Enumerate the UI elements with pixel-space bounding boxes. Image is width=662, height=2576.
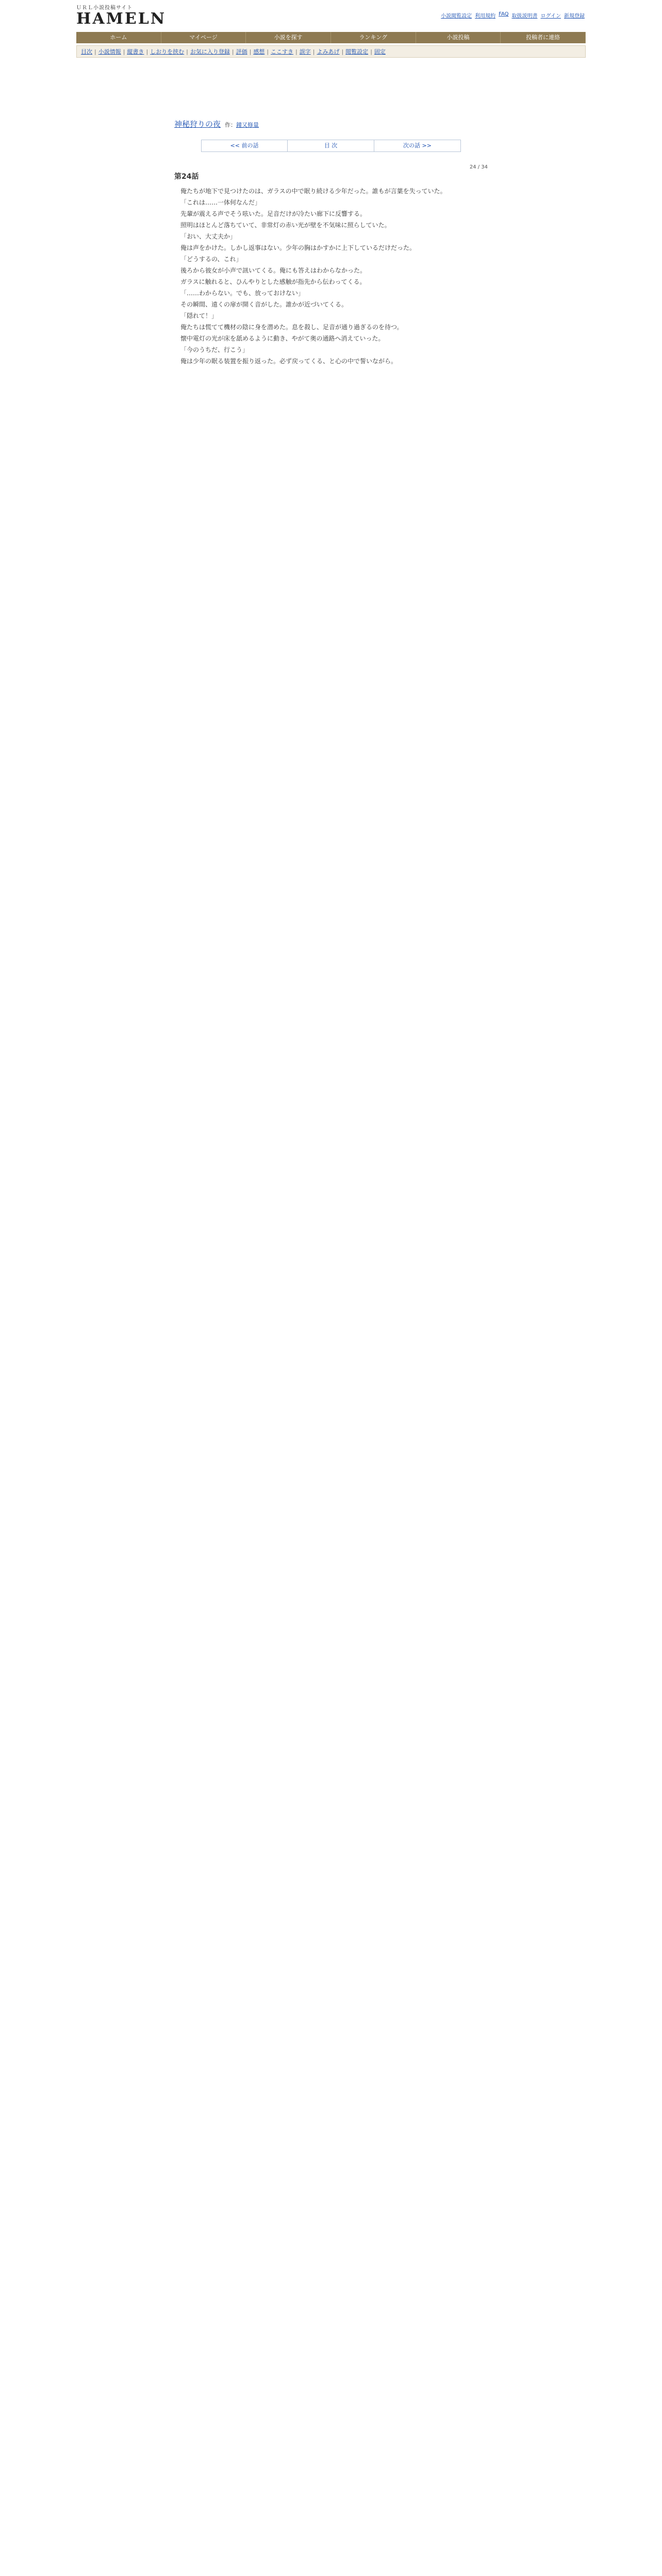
nav-item-contact[interactable]: 投稿者に連絡 (501, 32, 586, 43)
novel-subnav (76, 45, 586, 58)
prev-chapter-link[interactable]: << 前の話 (201, 140, 288, 152)
paragraph: 「おい、大丈夫か」 (180, 233, 237, 240)
separator: | (146, 48, 148, 55)
subnav-link[interactable]: 縦書き (127, 48, 144, 55)
paragraph: 「……わからない。でも、放っておけない」 (180, 290, 305, 297)
separator: | (295, 48, 297, 55)
subnav-link[interactable]: 誤字 (299, 48, 311, 55)
author-label: 作： (225, 122, 237, 128)
author-link[interactable]: 鐘又修量 (236, 122, 259, 128)
separator: | (370, 48, 372, 55)
toplink[interactable]: 小説閲覧設定 (441, 13, 472, 19)
separator: | (312, 48, 315, 55)
main-nav (76, 32, 586, 43)
nav-item-post[interactable]: 小説投稿 (416, 32, 501, 43)
subnav-link[interactable]: 感想 (253, 48, 265, 55)
paragraph: 「隠れて！」 (180, 312, 218, 319)
subnav-link[interactable]: よみあげ (317, 48, 340, 55)
paragraph: その瞬間、遠くの扉が開く音がした。誰かが近づいてくる。 (180, 301, 348, 308)
separator: | (341, 48, 344, 55)
main-content (174, 118, 488, 2576)
subnav-link[interactable]: ここすき (271, 48, 294, 55)
logo-tagline: ＵＲＬ小説投稿サイト (76, 5, 133, 11)
top-links (441, 11, 585, 19)
separator: | (231, 48, 234, 55)
subnav-link[interactable]: 小説情報 (98, 48, 121, 55)
subnav-link[interactable]: しおりを挟む (150, 48, 185, 55)
subnav-link[interactable]: 目次 (81, 48, 92, 55)
nav-item-home[interactable]: ホーム (76, 32, 161, 43)
toplink[interactable]: FAQ (499, 11, 509, 17)
nav-item-mypage[interactable]: マイページ (161, 32, 246, 43)
paragraph: 俺は少年の眠る装置を振り返った。必ず戻ってくる、と心の中で誓いながら。 (180, 358, 398, 365)
chapter-title: 第24話 (174, 173, 199, 181)
paragraph: 「今のうちだ、行こう」 (180, 346, 249, 353)
site-logo[interactable] (76, 3, 169, 28)
logo-wordmark: HAMELN (76, 10, 167, 28)
subnav-link[interactable]: 固定 (374, 48, 386, 55)
nav-item-search[interactable]: 小説を探す (246, 32, 331, 43)
separator: | (123, 48, 125, 55)
paragraph: 照明はほとんど落ちていて、非常灯の赤い光が壁を不気味に照らしていた。 (180, 222, 391, 229)
novel-title-row (174, 118, 488, 129)
toc-link[interactable]: 目 次 (288, 140, 374, 152)
paragraph: 後ろから彼女が小声で訊いてくる。俺にも答えはわからなかった。 (180, 267, 367, 274)
site-header (0, 0, 662, 32)
toplink[interactable]: 新規登録 (564, 13, 585, 19)
toplink[interactable]: 取扱説明書 (511, 13, 538, 19)
separator: | (186, 48, 188, 55)
paragraph: 俺は声をかけた。しかし返事はない。少年の胸はかすかに上下しているだけだった。 (180, 244, 416, 251)
author-line (225, 121, 259, 129)
paragraph: 俺たちは慌てて機材の陰に身を潜めた。息を殺し、足音が通り過ぎるのを待つ。 (180, 324, 403, 331)
subnav-link[interactable]: 閲覧設定 (345, 48, 369, 55)
paragraph: 「どうするの、これ」 (180, 256, 242, 263)
chapter-body (174, 185, 488, 2576)
paragraph: 懐中電灯の光が床を舐めるように動き、やがて奥の通路へ消えていった。 (180, 335, 385, 342)
subnav-link[interactable]: お気に入り登録 (190, 48, 230, 55)
page-count: 24 / 34 (469, 164, 488, 170)
separator: | (249, 48, 252, 55)
separator: | (267, 48, 269, 55)
separator: | (94, 48, 96, 55)
novel-title[interactable]: 神秘狩りの夜 (174, 120, 221, 129)
subnav-link[interactable]: 評価 (236, 48, 247, 55)
toplink[interactable]: 利用規約 (475, 13, 496, 19)
paragraph: 先輩が震える声でそう呟いた。足音だけが冷たい廊下に反響する。 (180, 210, 367, 217)
paragraph: 俺たちが地下で見つけたのは、ガラスの中で眠り続ける少年だった。誰もが言葉を失っていた。 (180, 188, 446, 195)
nav-item-ranking[interactable]: ランキング (331, 32, 416, 43)
paragraph: 「これは……一体何なんだ」 (180, 199, 261, 206)
chapter-pager-top (174, 140, 488, 152)
next-chapter-link[interactable]: 次の話 >> (374, 140, 461, 152)
paragraph: ガラスに触れると、ひんやりとした感触が指先から伝わってくる。 (180, 278, 366, 285)
toplink[interactable]: ログイン (540, 13, 561, 19)
